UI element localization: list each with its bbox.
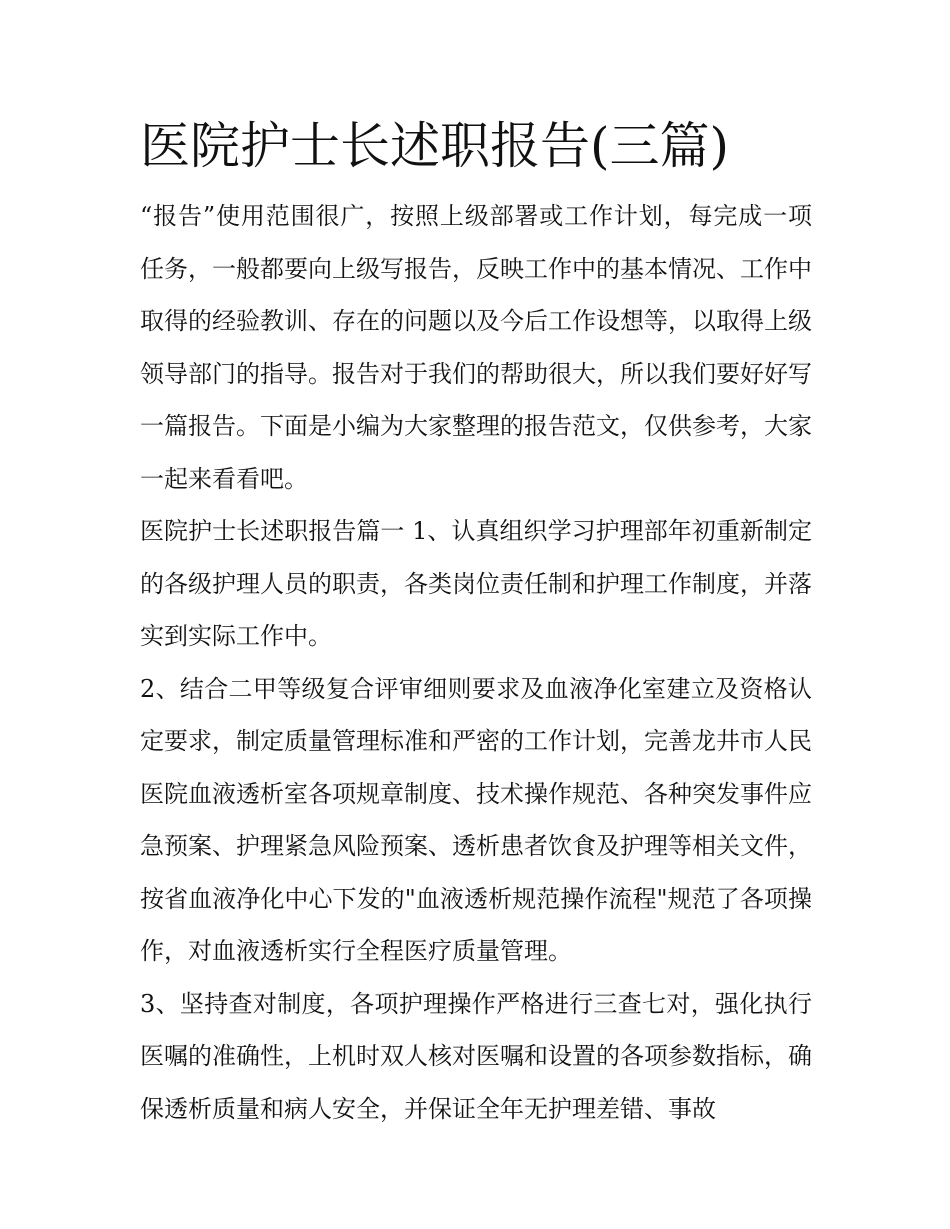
paragraph-section-1: 医院护士长述职报告篇一 1、认真组织学习护理部年初重新制定的各级护理人员的职责，各类岗位责任制和护理工作制度，并落实到实际工作中。 xyxy=(140,517,812,650)
document-body xyxy=(140,190,812,1135)
document-title: 医院护士长述职报告(三篇) xyxy=(140,117,730,175)
paragraph-intro: “报告”使用范围很广，按照上级部署或工作计划，每完成一项任务，一般都要向上级写报告，反映工作中的基本情况、工作中取得的经验教训、存在的问题以及今后工作设想等，以取得上级领导部门的指导。报告对于我们的帮助很大，所以我们要好好写一篇报告。下面是小编为大家整理的报告范文，仅供参考，大家一起来看看吧。 xyxy=(140,202,812,493)
paragraph-section-3: 3、坚持查对制度，各项护理操作严格进行三查七对，强化执行医嘱的准确性，上机时双人核对医嘱和设置的各项参数指标，确保透析质量和病人安全，并保证全年无护理差错、事故 xyxy=(140,989,812,1123)
paragraph-section-2: 2、结合二甲等级复合评审细则要求及血液净化室建立及资格认定要求，制定质量管理标准和严密的工作计划，完善龙井市人民医院血液透析室各项规章制度、技术操作规范、各种突发事件应急预案、护理紧急风险预案、透析患者饮食及护理等相关文件，按省血液净化中心下发的"血液透析规范操作流程"规范了各项操作，对血液透析实行全程医疗质量管理。 xyxy=(140,674,812,965)
